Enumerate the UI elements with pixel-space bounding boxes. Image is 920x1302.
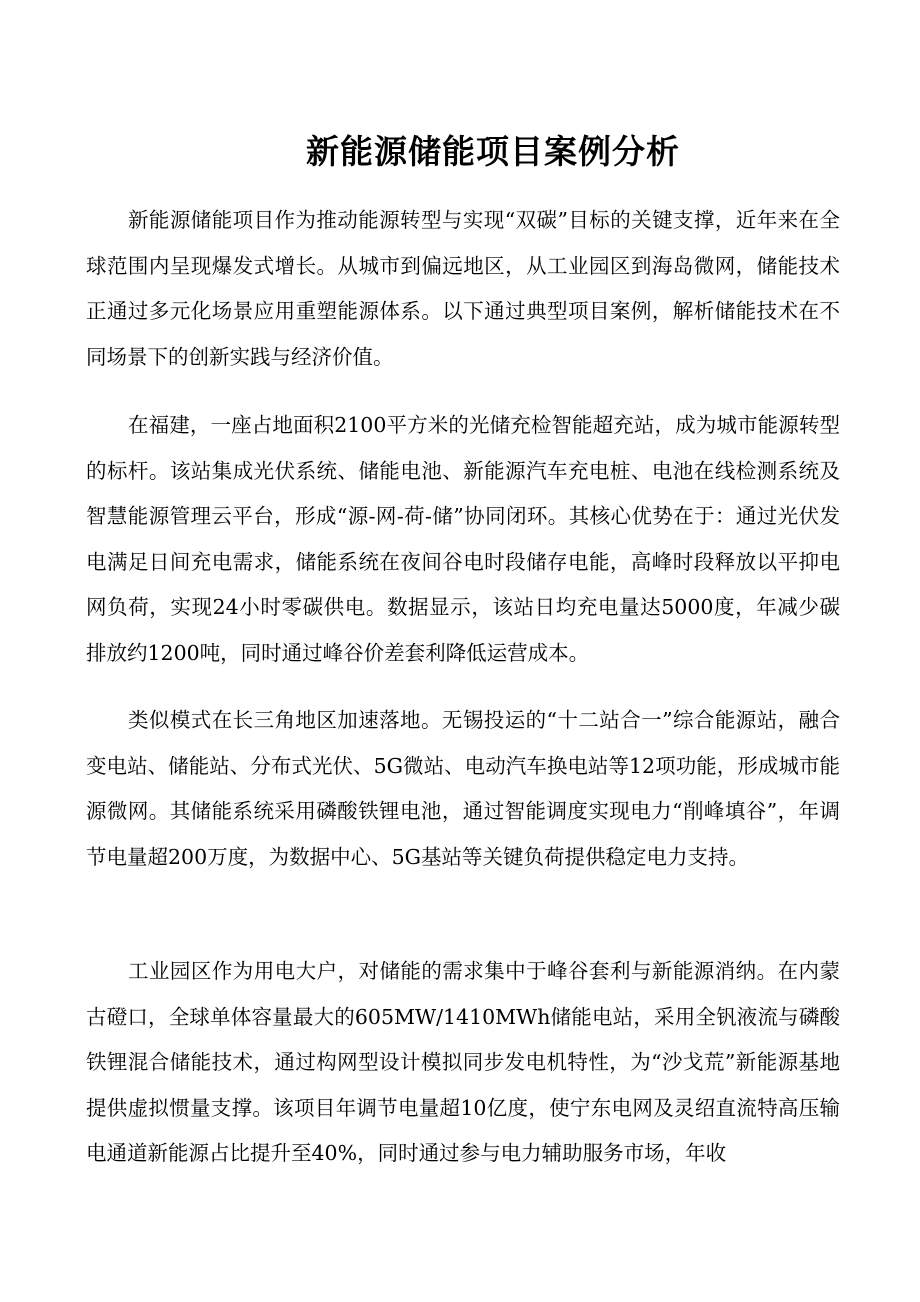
paragraph-intro: 新能源储能项目作为推动能源转型与实现“双碳”目标的关键支撑，近年来在全球范围内呈现爆发式增长。从城市到偏远地区，从工业园区到海岛微网，储能技术正通过多元化场景应用重塑能源体系。以下通过典型项目案例，解析储能技术在不同场景下的创新实践与经济价值。	[86, 208, 840, 369]
paragraph-wuxi-case: 类似模式在长三角地区加速落地。无锡投运的“十二站合一”综合能源站，融合变电站、储能站、分布式光伏、5G微站、电动汽车换电站等12项功能，形成城市能源微网。其储能系统采用磷酸铁锂电池，通过智能调度实现电力“削峰填谷”，年调节电量超200万度，为数据中心、5G基站等关键负荷提供稳定电力支持。	[86, 708, 840, 869]
paragraph-fujian-case: 在福建，一座占地面积2100平方米的光储充检智能超充站，成为城市能源转型的标杆。该站集成光伏系统、储能电池、新能源汽车充电桩、电池在线检测系统及智慧能源管理云平台，形成“源-网-荷-储”协同闭环。其核心优势在于：通过光伏发电满足日间充电需求，储能系统在夜间谷电时段储存电能，高峰时段释放以平抑电网负荷，实现24小时零碳供电。数据显示，该站日均充电量达5000度，年减少碳排放约1200吨，同时通过峰谷价差套利降低运营成本。	[86, 413, 840, 665]
paragraph-industrial-case: 工业园区作为用电大户，对储能的需求集中于峰谷套利与新能源消纳。在内蒙古磴口，全球单体容量最大的605MW/1410MWh储能电站，采用全钒液流与磷酸铁锂混合储能技术，通过构网型设计模拟同步发电机特性，为“沙戈荒”新能源基地提供虚拟惯量支撑。该项目年调节电量超10亿度，使宁东电网及灵绍直流特高压输电通道新能源占比提升至40%，同时通过参与电力辅助服务市场，年收	[86, 959, 840, 1165]
document-title: 新能源储能项目案例分析	[306, 132, 680, 171]
